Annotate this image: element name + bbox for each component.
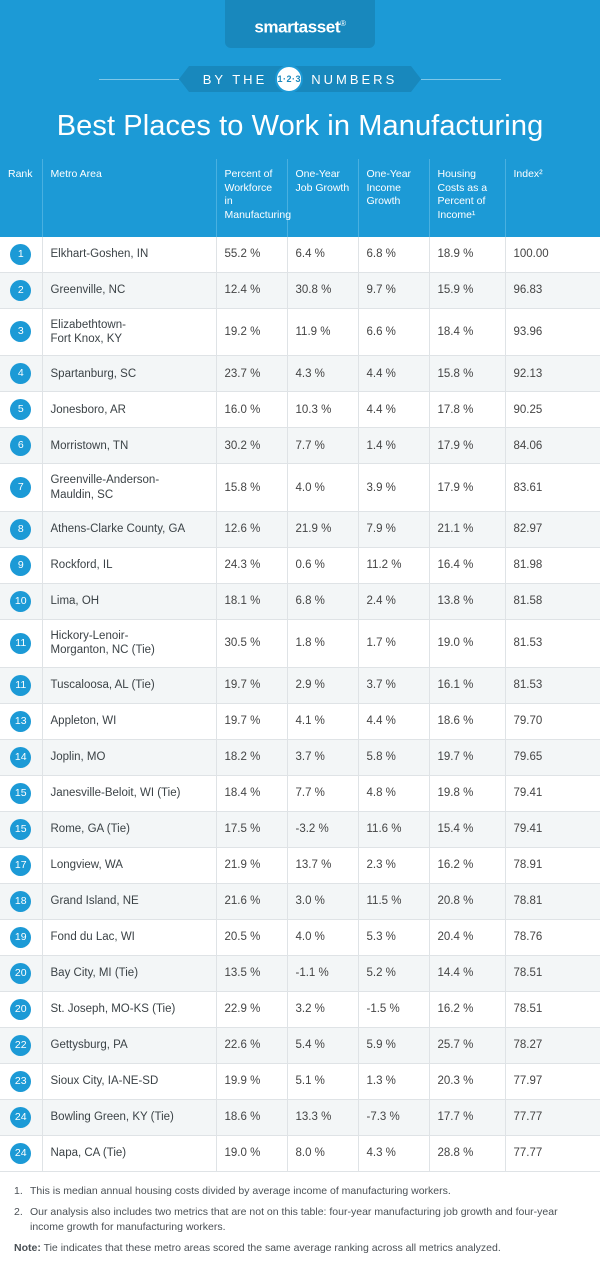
table-header — [0, 159, 600, 237]
cell-income-growth: 4.8 % — [358, 775, 429, 811]
footnote-note-body: Tie indicates that these metro areas scored the same average ranking across all metrics analyzed. — [43, 1242, 501, 1255]
cell-income-growth: 5.2 % — [358, 955, 429, 991]
table-row — [0, 847, 600, 883]
cell-rank — [0, 847, 42, 883]
cell-metro-area: Elizabethtown- Fort Knox, KY — [42, 308, 216, 356]
cell-rank — [0, 775, 42, 811]
cell-workforce-pct: 20.5 % — [216, 919, 287, 955]
cell-workforce-pct: 19.7 % — [216, 703, 287, 739]
rank-badge: 8 — [10, 519, 31, 540]
numbers-badge: 1·2·3 — [275, 65, 303, 93]
column-header-index: Index² — [505, 159, 600, 237]
cell-job-growth: 10.3 % — [287, 392, 358, 428]
cell-housing-costs: 17.7 % — [429, 1099, 505, 1135]
cell-income-growth: 11.2 % — [358, 548, 429, 584]
column-header-job-growth: One-Year Job Growth — [287, 159, 358, 237]
cell-index: 81.53 — [505, 620, 600, 668]
table-row — [0, 775, 600, 811]
cell-metro-area: Sioux City, IA-NE-SD — [42, 1063, 216, 1099]
table-row — [0, 739, 600, 775]
ribbon-banner — [189, 66, 412, 92]
table-row — [0, 356, 600, 392]
cell-rank — [0, 883, 42, 919]
cell-metro-area: Joplin, MO — [42, 739, 216, 775]
cell-index: 81.53 — [505, 667, 600, 703]
cell-index: 79.70 — [505, 703, 600, 739]
table-row — [0, 991, 600, 1027]
cell-job-growth: 21.9 % — [287, 512, 358, 548]
cell-rank — [0, 356, 42, 392]
cell-metro-area: Gettysburg, PA — [42, 1027, 216, 1063]
cell-job-growth: 6.8 % — [287, 584, 358, 620]
footnote-1-marker: 1. — [14, 1184, 23, 1197]
cell-workforce-pct: 13.5 % — [216, 955, 287, 991]
table-row — [0, 703, 600, 739]
rank-badge: 24 — [10, 1107, 31, 1128]
table-row — [0, 308, 600, 356]
cell-income-growth: 6.6 % — [358, 308, 429, 356]
cell-housing-costs: 13.8 % — [429, 584, 505, 620]
rank-badge: 10 — [10, 591, 31, 612]
cell-housing-costs: 18.4 % — [429, 308, 505, 356]
rank-badge: 23 — [10, 1071, 31, 1092]
rule-right — [421, 79, 501, 80]
cell-rank — [0, 991, 42, 1027]
page-header — [0, 0, 600, 159]
cell-income-growth: 5.8 % — [358, 739, 429, 775]
cell-income-growth: 7.9 % — [358, 512, 429, 548]
cell-job-growth: 2.9 % — [287, 667, 358, 703]
cell-workforce-pct: 17.5 % — [216, 811, 287, 847]
cell-metro-area: Morristown, TN — [42, 428, 216, 464]
cell-job-growth: 4.0 % — [287, 919, 358, 955]
cell-workforce-pct: 30.5 % — [216, 620, 287, 668]
cell-job-growth: 5.4 % — [287, 1027, 358, 1063]
cell-workforce-pct: 30.2 % — [216, 428, 287, 464]
rank-badge: 18 — [10, 891, 31, 912]
table-row — [0, 620, 600, 668]
cell-metro-area: Janesville-Beloit, WI (Tie) — [42, 775, 216, 811]
table-row — [0, 1135, 600, 1171]
rank-badge: 5 — [10, 399, 31, 420]
cell-job-growth: 1.8 % — [287, 620, 358, 668]
cell-metro-area: Bay City, MI (Tie) — [42, 955, 216, 991]
cell-housing-costs: 17.8 % — [429, 392, 505, 428]
cell-workforce-pct: 16.0 % — [216, 392, 287, 428]
cell-workforce-pct: 18.6 % — [216, 1099, 287, 1135]
cell-income-growth: 4.4 % — [358, 703, 429, 739]
cell-rank — [0, 1063, 42, 1099]
footnote-note — [14, 1241, 586, 1257]
cell-income-growth: 11.6 % — [358, 811, 429, 847]
rank-badge: 6 — [10, 435, 31, 456]
cell-job-growth: 0.6 % — [287, 548, 358, 584]
cell-job-growth: 6.4 % — [287, 237, 358, 273]
cell-rank — [0, 739, 42, 775]
cell-index: 78.91 — [505, 847, 600, 883]
cell-index: 77.97 — [505, 1063, 600, 1099]
rank-badge: 22 — [10, 1035, 31, 1056]
cell-job-growth: 5.1 % — [287, 1063, 358, 1099]
cell-index: 78.76 — [505, 919, 600, 955]
cell-metro-area: Rome, GA (Tie) — [42, 811, 216, 847]
column-header-metro-area: Metro Area — [42, 159, 216, 237]
header-row — [0, 159, 600, 237]
cell-workforce-pct: 12.6 % — [216, 512, 287, 548]
cell-housing-costs: 18.6 % — [429, 703, 505, 739]
cell-metro-area: Bowling Green, KY (Tie) — [42, 1099, 216, 1135]
rank-badge: 9 — [10, 555, 31, 576]
cell-workforce-pct: 18.1 % — [216, 584, 287, 620]
cell-index: 92.13 — [505, 356, 600, 392]
cell-metro-area: Spartanburg, SC — [42, 356, 216, 392]
cell-housing-costs: 16.2 % — [429, 991, 505, 1027]
cell-workforce-pct: 22.9 % — [216, 991, 287, 1027]
page-title: Best Places to Work in Manufacturing — [56, 110, 544, 142]
cell-index: 84.06 — [505, 428, 600, 464]
cell-metro-area: Longview, WA — [42, 847, 216, 883]
footnote-note-label: Note: — [14, 1242, 41, 1255]
cell-metro-area: St. Joseph, MO-KS (Tie) — [42, 991, 216, 1027]
table-row — [0, 667, 600, 703]
cell-income-growth: 1.7 % — [358, 620, 429, 668]
ribbon-right-text: NUMBERS — [311, 71, 398, 87]
logo-container — [0, 0, 600, 48]
cell-workforce-pct: 19.7 % — [216, 667, 287, 703]
cell-metro-area: Napa, CA (Tie) — [42, 1135, 216, 1171]
cell-index: 77.77 — [505, 1135, 600, 1171]
cell-rank — [0, 811, 42, 847]
footnote-2 — [14, 1205, 586, 1237]
cell-housing-costs: 21.1 % — [429, 512, 505, 548]
cell-income-growth: 1.3 % — [358, 1063, 429, 1099]
cell-metro-area: Tuscaloosa, AL (Tie) — [42, 667, 216, 703]
cell-job-growth: -1.1 % — [287, 955, 358, 991]
rank-badge: 15 — [10, 783, 31, 804]
column-header-housing-costs: Housing Costs as a Percent of Income¹ — [429, 159, 505, 237]
cell-job-growth: 13.7 % — [287, 847, 358, 883]
rank-badge: 20 — [10, 963, 31, 984]
cell-workforce-pct: 21.6 % — [216, 883, 287, 919]
cell-housing-costs: 20.4 % — [429, 919, 505, 955]
cell-metro-area: Fond du Lac, WI — [42, 919, 216, 955]
cell-rank — [0, 1135, 42, 1171]
table-body — [0, 237, 600, 1172]
cell-index: 78.51 — [505, 991, 600, 1027]
cell-housing-costs: 20.3 % — [429, 1063, 505, 1099]
cell-workforce-pct: 19.9 % — [216, 1063, 287, 1099]
ribbon-left-text: BY THE — [202, 71, 268, 87]
cell-workforce-pct: 15.8 % — [216, 464, 287, 512]
cell-rank — [0, 392, 42, 428]
cell-housing-costs: 20.8 % — [429, 883, 505, 919]
cell-income-growth: 4.4 % — [358, 356, 429, 392]
cell-workforce-pct: 19.0 % — [216, 1135, 287, 1171]
cell-income-growth: 6.8 % — [358, 237, 429, 273]
cell-job-growth: 8.0 % — [287, 1135, 358, 1171]
cell-job-growth: 4.1 % — [287, 703, 358, 739]
table-row — [0, 548, 600, 584]
cell-index: 93.96 — [505, 308, 600, 356]
cell-workforce-pct: 24.3 % — [216, 548, 287, 584]
cell-workforce-pct: 23.7 % — [216, 356, 287, 392]
table-row — [0, 811, 600, 847]
rank-badge: 2 — [10, 280, 31, 301]
cell-rank — [0, 548, 42, 584]
rank-badge: 11 — [10, 633, 31, 654]
rank-badge: 19 — [10, 927, 31, 948]
cell-housing-costs: 17.9 % — [429, 464, 505, 512]
cell-rank — [0, 1027, 42, 1063]
cell-job-growth: 3.2 % — [287, 991, 358, 1027]
cell-housing-costs: 19.8 % — [429, 775, 505, 811]
cell-housing-costs: 18.9 % — [429, 237, 505, 273]
cell-job-growth: 4.0 % — [287, 464, 358, 512]
cell-rank — [0, 667, 42, 703]
cell-job-growth: 7.7 % — [287, 775, 358, 811]
cell-metro-area: Greenville-Anderson- Mauldin, SC — [42, 464, 216, 512]
cell-job-growth: 7.7 % — [287, 428, 358, 464]
cell-housing-costs: 16.1 % — [429, 667, 505, 703]
rank-badge: 11 — [10, 675, 31, 696]
table-row — [0, 919, 600, 955]
cell-housing-costs: 16.4 % — [429, 548, 505, 584]
cell-index: 78.51 — [505, 955, 600, 991]
rank-badge: 4 — [10, 363, 31, 384]
cell-index: 79.65 — [505, 739, 600, 775]
table-row — [0, 883, 600, 919]
cell-income-growth: 4.4 % — [358, 392, 429, 428]
cell-housing-costs: 15.8 % — [429, 356, 505, 392]
rank-badge: 14 — [10, 747, 31, 768]
table-row — [0, 1027, 600, 1063]
cell-rank — [0, 620, 42, 668]
cell-workforce-pct: 18.2 % — [216, 739, 287, 775]
cell-housing-costs: 19.7 % — [429, 739, 505, 775]
column-header-workforce-pct: Percent of Workforce in Manufacturing — [216, 159, 287, 237]
cell-job-growth: -3.2 % — [287, 811, 358, 847]
cell-rank — [0, 584, 42, 620]
rank-badge: 24 — [10, 1143, 31, 1164]
cell-index: 82.97 — [505, 512, 600, 548]
column-header-rank: Rank — [0, 159, 42, 237]
cell-metro-area: Hickory-Lenoir- Morganton, NC (Tie) — [42, 620, 216, 668]
rank-badge: 3 — [10, 321, 31, 342]
cell-housing-costs: 16.2 % — [429, 847, 505, 883]
table-row — [0, 392, 600, 428]
table-row — [0, 1063, 600, 1099]
footnote-note-text — [14, 1241, 586, 1257]
footnotes — [0, 1172, 600, 1280]
footnote-1 — [14, 1184, 586, 1200]
cell-workforce-pct: 19.2 % — [216, 308, 287, 356]
cell-rank — [0, 237, 42, 273]
cell-workforce-pct: 21.9 % — [216, 847, 287, 883]
table-row — [0, 237, 600, 273]
cell-rank — [0, 464, 42, 512]
cell-housing-costs: 19.0 % — [429, 620, 505, 668]
cell-housing-costs: 14.4 % — [429, 955, 505, 991]
cell-housing-costs: 15.4 % — [429, 811, 505, 847]
cell-metro-area: Jonesboro, AR — [42, 392, 216, 428]
table-row — [0, 512, 600, 548]
cell-workforce-pct: 22.6 % — [216, 1027, 287, 1063]
cell-index: 100.00 — [505, 237, 600, 273]
brand-logo: smartasset® — [254, 17, 346, 37]
cell-job-growth: 3.7 % — [287, 739, 358, 775]
cell-index: 96.83 — [505, 272, 600, 308]
cell-housing-costs: 17.9 % — [429, 428, 505, 464]
cell-income-growth: 5.3 % — [358, 919, 429, 955]
cell-workforce-pct: 18.4 % — [216, 775, 287, 811]
cell-index: 77.77 — [505, 1099, 600, 1135]
column-header-income-growth: One-Year Income Growth — [358, 159, 429, 237]
cell-index: 79.41 — [505, 811, 600, 847]
cell-job-growth: 13.3 % — [287, 1099, 358, 1135]
cell-metro-area: Lima, OH — [42, 584, 216, 620]
cell-metro-area: Appleton, WI — [42, 703, 216, 739]
cell-income-growth: -1.5 % — [358, 991, 429, 1027]
rank-badge: 13 — [10, 711, 31, 732]
rank-badge: 15 — [10, 819, 31, 840]
cell-income-growth: 3.9 % — [358, 464, 429, 512]
footnote-2-marker: 2. — [14, 1205, 23, 1218]
by-the-numbers-ribbon — [0, 64, 600, 94]
cell-income-growth: 11.5 % — [358, 883, 429, 919]
cell-metro-area: Greenville, NC — [42, 272, 216, 308]
cell-rank — [0, 428, 42, 464]
cell-rank — [0, 955, 42, 991]
cell-income-growth: 5.9 % — [358, 1027, 429, 1063]
footnote-2-text: Our analysis also includes two metrics that are not on this table: four-year manufacturing job growth and four-year income growth for manufacturing workers. — [30, 1205, 558, 1234]
cell-metro-area: Athens-Clarke County, GA — [42, 512, 216, 548]
cell-rank — [0, 1099, 42, 1135]
table-row — [0, 428, 600, 464]
cell-job-growth: 4.3 % — [287, 356, 358, 392]
cell-rank — [0, 919, 42, 955]
cell-housing-costs: 15.9 % — [429, 272, 505, 308]
cell-index: 79.41 — [505, 775, 600, 811]
cell-job-growth: 30.8 % — [287, 272, 358, 308]
cell-rank — [0, 272, 42, 308]
rank-badge: 17 — [10, 855, 31, 876]
cell-index: 81.58 — [505, 584, 600, 620]
logo-plate — [225, 0, 375, 48]
cell-job-growth: 3.0 % — [287, 883, 358, 919]
table-row — [0, 464, 600, 512]
rank-badge: 7 — [10, 477, 31, 498]
cell-index: 90.25 — [505, 392, 600, 428]
cell-income-growth: 2.4 % — [358, 584, 429, 620]
cell-income-growth: 3.7 % — [358, 667, 429, 703]
cell-income-growth: 4.3 % — [358, 1135, 429, 1171]
rank-badge: 20 — [10, 999, 31, 1020]
cell-metro-area: Grand Island, NE — [42, 883, 216, 919]
cell-metro-area: Elkhart-Goshen, IN — [42, 237, 216, 273]
rankings-table — [0, 159, 600, 1172]
cell-metro-area: Rockford, IL — [42, 548, 216, 584]
cell-workforce-pct: 12.4 % — [216, 272, 287, 308]
cell-income-growth: 9.7 % — [358, 272, 429, 308]
table-row — [0, 272, 600, 308]
cell-index: 83.61 — [505, 464, 600, 512]
table-row — [0, 1099, 600, 1135]
cell-housing-costs: 25.7 % — [429, 1027, 505, 1063]
cell-index: 78.81 — [505, 883, 600, 919]
rank-badge: 1 — [10, 244, 31, 265]
cell-income-growth: 1.4 % — [358, 428, 429, 464]
cell-rank — [0, 512, 42, 548]
cell-income-growth: 2.3 % — [358, 847, 429, 883]
cell-job-growth: 11.9 % — [287, 308, 358, 356]
table-row — [0, 955, 600, 991]
cell-rank — [0, 308, 42, 356]
cell-income-growth: -7.3 % — [358, 1099, 429, 1135]
cell-housing-costs: 28.8 % — [429, 1135, 505, 1171]
table-row — [0, 584, 600, 620]
cell-index: 81.98 — [505, 548, 600, 584]
cell-workforce-pct: 55.2 % — [216, 237, 287, 273]
cell-rank — [0, 703, 42, 739]
cell-index: 78.27 — [505, 1027, 600, 1063]
footnote-1-text: This is median annual housing costs divided by average income of manufacturing workers. — [30, 1184, 451, 1197]
trademark-symbol: ® — [340, 19, 346, 28]
rule-left — [99, 79, 179, 80]
